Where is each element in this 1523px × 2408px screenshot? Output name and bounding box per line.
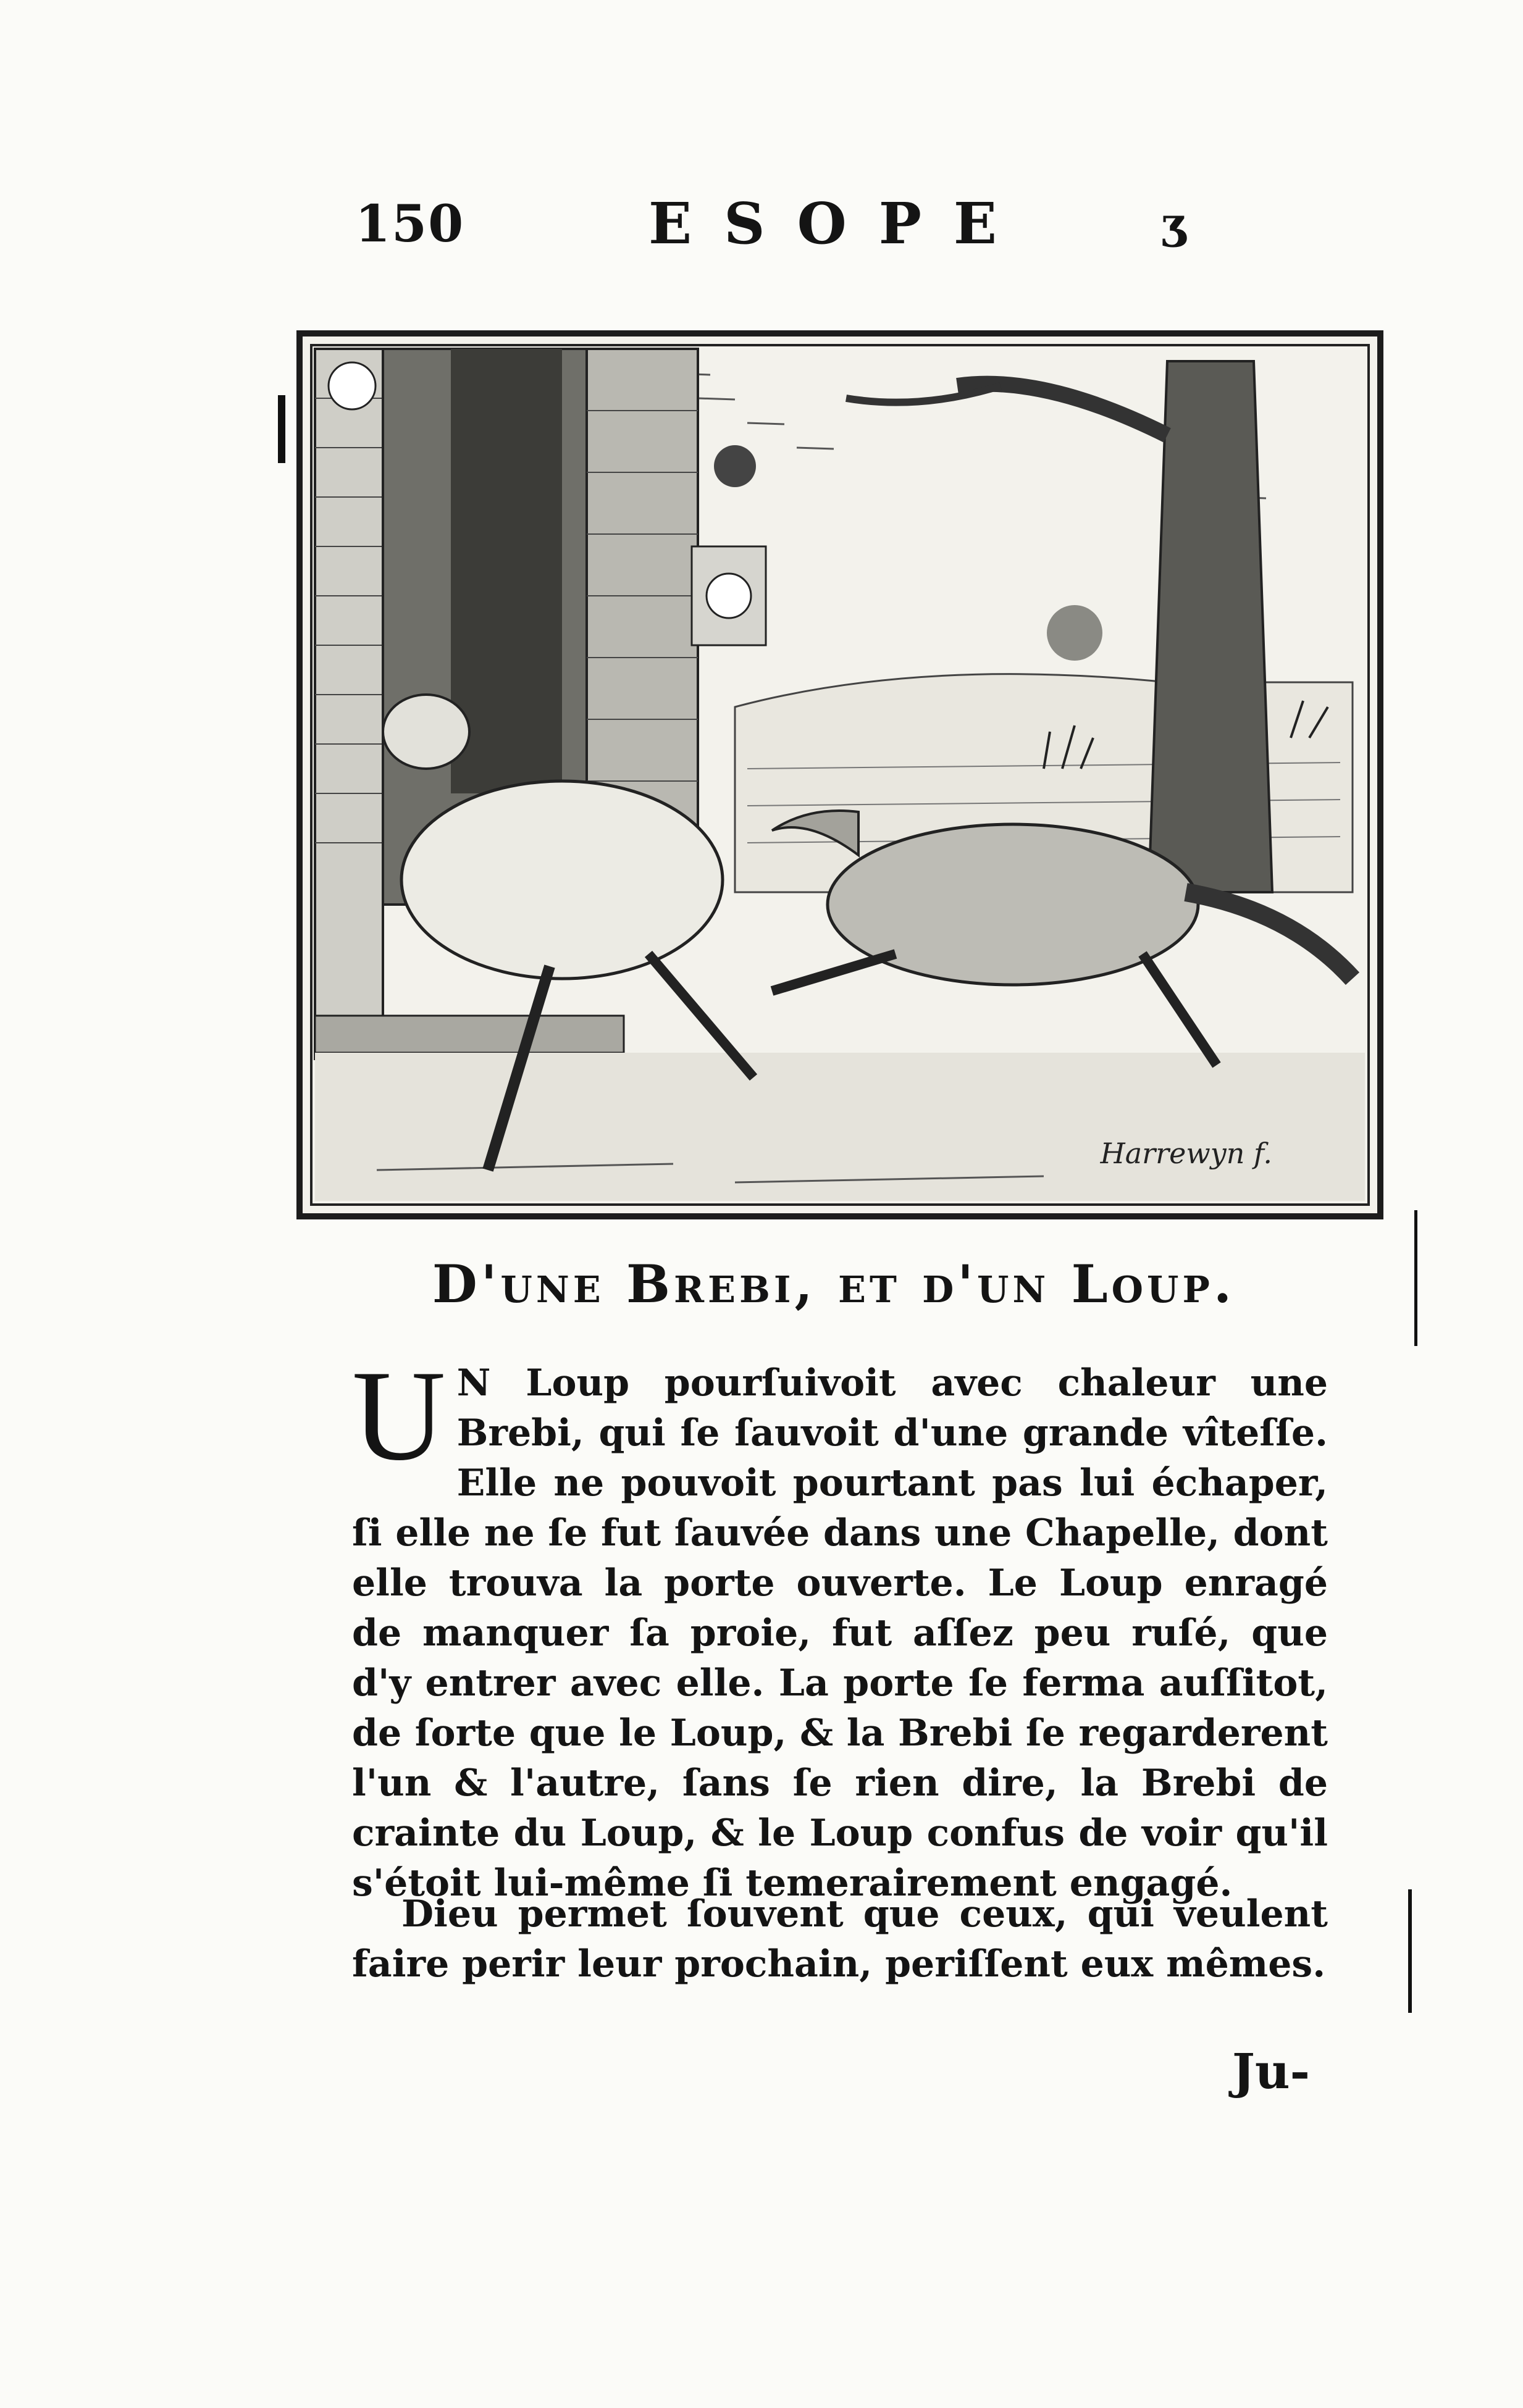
header-mark: ʒ xyxy=(1161,198,1186,249)
engraving-drawing xyxy=(303,337,1377,1213)
engraver-signature: Harrewyn f. xyxy=(1100,1137,1272,1170)
tree-trunk xyxy=(1149,361,1272,892)
engraving-illustration xyxy=(296,330,1383,1219)
ground xyxy=(315,1053,1365,1201)
page-number: 150 xyxy=(355,194,465,254)
drop-cap: U xyxy=(352,1344,446,1487)
chapel-pillar xyxy=(315,349,383,1059)
wolf-tail xyxy=(1186,892,1353,979)
fable-title: D'une Brebi, et d'un Loup. xyxy=(432,1253,1236,1315)
fable-body-text: N Loup pourſuivoit avec chaleur une Brebi, qui ſe ſauvoit d'une grande vîteſſe. Elle ne pouvoit pourtant pas lui échaper, ſi elle ne ſe fut ſauvée dans une Chapelle, dont elle trouva la porte ouverte. Le Loup enragé de manquer ſa proie, fut aſſez peu ruſé, que d'y entrer avec elle. La porte ſe ferma auſſitot, de ſorte que le Loup, & la Brebi ſe regarderent l'un & l'autre, ſans ſe rien dire, la Brebi de crainte du Loup, & le Loup confus de voir qu'il s'étoit lui-même ſi temerairement engagé. xyxy=(352,1361,1328,1905)
fable-moral: Dieu permet ſouvent que ceux, qui veulent faire perir leur prochain, periſſent eux mêmes. xyxy=(352,1892,1328,1986)
chapel-steps xyxy=(315,1016,624,1053)
margin-mark-right-lower xyxy=(1408,1889,1412,2013)
sun-emblem xyxy=(329,362,376,409)
running-title: ESOPE xyxy=(648,190,1030,257)
distant-tree xyxy=(1047,605,1102,661)
margin-mark-left xyxy=(278,395,285,463)
sheep-figure xyxy=(401,781,723,979)
catchword: Ju- xyxy=(1232,2044,1310,2100)
fable-body xyxy=(352,1344,1328,1908)
finial-ball xyxy=(714,445,756,487)
margin-mark-right xyxy=(1414,1210,1417,1346)
